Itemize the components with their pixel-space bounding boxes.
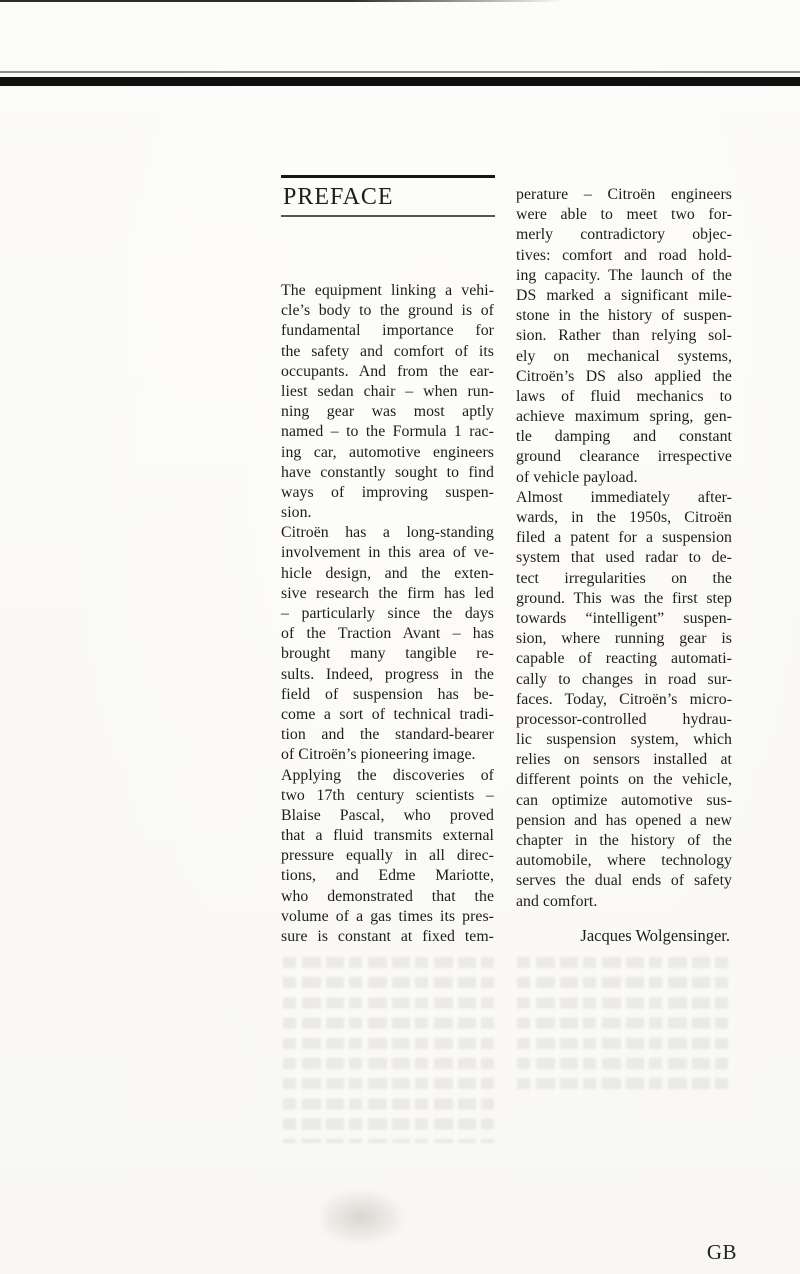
text-line: were able to meet two for-	[516, 206, 732, 224]
right-column-lines	[516, 185, 732, 912]
text-line: and comfort.	[516, 892, 598, 910]
text-line: achieve maximum spring, gen-	[516, 408, 732, 426]
text-line: faces. Today, Citroën’s micro-	[516, 690, 732, 708]
text-line: sults. Indeed, progress in the	[281, 665, 494, 683]
text-line: that a fluid transmits external	[281, 827, 494, 845]
text-line: Citroën’s DS also applied the	[516, 367, 732, 385]
text-line: of the Traction Avant – has	[281, 625, 494, 643]
heading-rule-bottom	[281, 215, 495, 217]
thin-divider-rule	[0, 71, 800, 73]
text-line: can optimize automotive sus-	[516, 791, 732, 809]
text-line: two 17th century scientists –	[281, 786, 494, 804]
text-line: pressure equally in all direc-	[281, 847, 494, 865]
text-line: cally to changes in road sur-	[516, 670, 732, 688]
text-line: have constantly sought to find	[281, 463, 494, 481]
text-line: ways of improving suspen-	[281, 483, 494, 501]
show-through-ghost-text-left	[283, 957, 495, 1143]
text-line: fundamental importance for	[281, 322, 494, 340]
text-line: tives: comfort and road hold-	[516, 246, 732, 264]
text-line: sion.	[281, 504, 312, 522]
text-line: come a sort of technical tradi-	[281, 705, 494, 723]
text-line: ing car, automotive engineers	[281, 443, 494, 461]
text-line: Blaise Pascal, who proved	[281, 806, 494, 824]
text-line: Applying the discoveries of	[281, 766, 494, 784]
byline: Jacques Wolgensinger.	[580, 925, 730, 945]
text-line: ground clearance irrespective	[516, 448, 732, 466]
text-line: sion, where running gear is	[516, 630, 732, 648]
text-line: stone in the history of suspen-	[516, 307, 732, 325]
text-line: wards, in the 1950s, Citroën	[516, 509, 732, 526]
text-line: perature – Citroën engineers	[516, 186, 732, 203]
text-line: tions, and Edme Mariotte,	[281, 867, 494, 885]
text-line: sion. Rather than relying sol-	[516, 327, 732, 345]
right-text-column	[516, 185, 732, 946]
left-text-column	[281, 281, 494, 947]
text-line: different points on the vehicle,	[516, 771, 732, 789]
text-line: automobile, where technology	[516, 852, 732, 870]
text-line: of vehicle payload.	[516, 468, 638, 486]
text-line: towards “intelligent” suspen-	[516, 609, 732, 627]
text-line: laws of fluid mechanics to	[516, 387, 732, 405]
text-line: sive research the firm has led	[281, 584, 494, 602]
text-line: cle’s body to the ground is of	[281, 302, 494, 320]
text-line: tect irregularities on the	[516, 569, 732, 587]
text-line: relies on sensors installed at	[516, 751, 732, 769]
text-line: volume of a gas times its pres-	[281, 907, 494, 925]
text-line: occupants. And from the ear-	[281, 362, 494, 380]
show-through-ghost-text-right	[517, 957, 733, 1097]
text-line: DS marked a significant mile-	[516, 286, 732, 304]
text-line: who demonstrated that the	[281, 887, 494, 905]
scan-smudge-artifact	[322, 1188, 408, 1246]
text-line: named – to the Formula 1 rac-	[281, 423, 494, 441]
language-code-label: GB	[706, 1240, 737, 1264]
text-line: hicle design, and the exten-	[281, 564, 494, 582]
text-line: lic suspension system, which	[516, 731, 732, 749]
text-line: liest sedan chair – when run-	[281, 382, 494, 400]
text-line: ing capacity. The launch of the	[516, 266, 732, 284]
text-line: Citroën has a long-standing	[281, 524, 494, 542]
text-line: ning gear was most aptly	[281, 403, 494, 421]
text-line: serves the dual ends of safety	[516, 872, 732, 890]
text-line: ely on mechanical systems,	[516, 347, 732, 365]
text-line: brought many tangible re-	[281, 645, 494, 663]
text-line: sure is constant at fixed tem-	[281, 928, 494, 945]
page-title: PREFACE	[283, 184, 394, 210]
text-line: of Citroën’s pioneering image.	[281, 746, 476, 764]
text-line: field of suspension has be-	[281, 685, 494, 703]
text-line: tle damping and constant	[516, 428, 732, 446]
black-divider-bar	[0, 77, 800, 86]
text-line: system that used radar to de-	[516, 549, 732, 567]
text-line: The equipment linking a vehi-	[281, 282, 494, 299]
text-line: pension and has opened a new	[516, 811, 732, 829]
heading-rule-top	[281, 175, 495, 178]
left-column-lines	[281, 281, 494, 947]
text-line: ground. This was the first step	[516, 589, 732, 607]
text-line: filed a patent for a suspension	[516, 529, 732, 547]
text-line: chapter in the history of the	[516, 832, 732, 849]
preface-heading-block	[281, 175, 495, 217]
text-line: the safety and comfort of its	[281, 342, 494, 360]
text-line: involvement in this area of ve-	[281, 544, 494, 562]
text-line: Almost immediately after-	[516, 488, 732, 506]
text-line: tion and the standard-bearer	[281, 726, 494, 744]
text-line: merly contradictory objec-	[516, 226, 732, 244]
text-line: capable of reacting automati-	[516, 650, 732, 668]
scan-edge-artifact-line	[0, 0, 565, 2]
text-line: – particularly since the days	[281, 605, 494, 622]
text-line: processor-controlled hydrau-	[516, 710, 732, 728]
